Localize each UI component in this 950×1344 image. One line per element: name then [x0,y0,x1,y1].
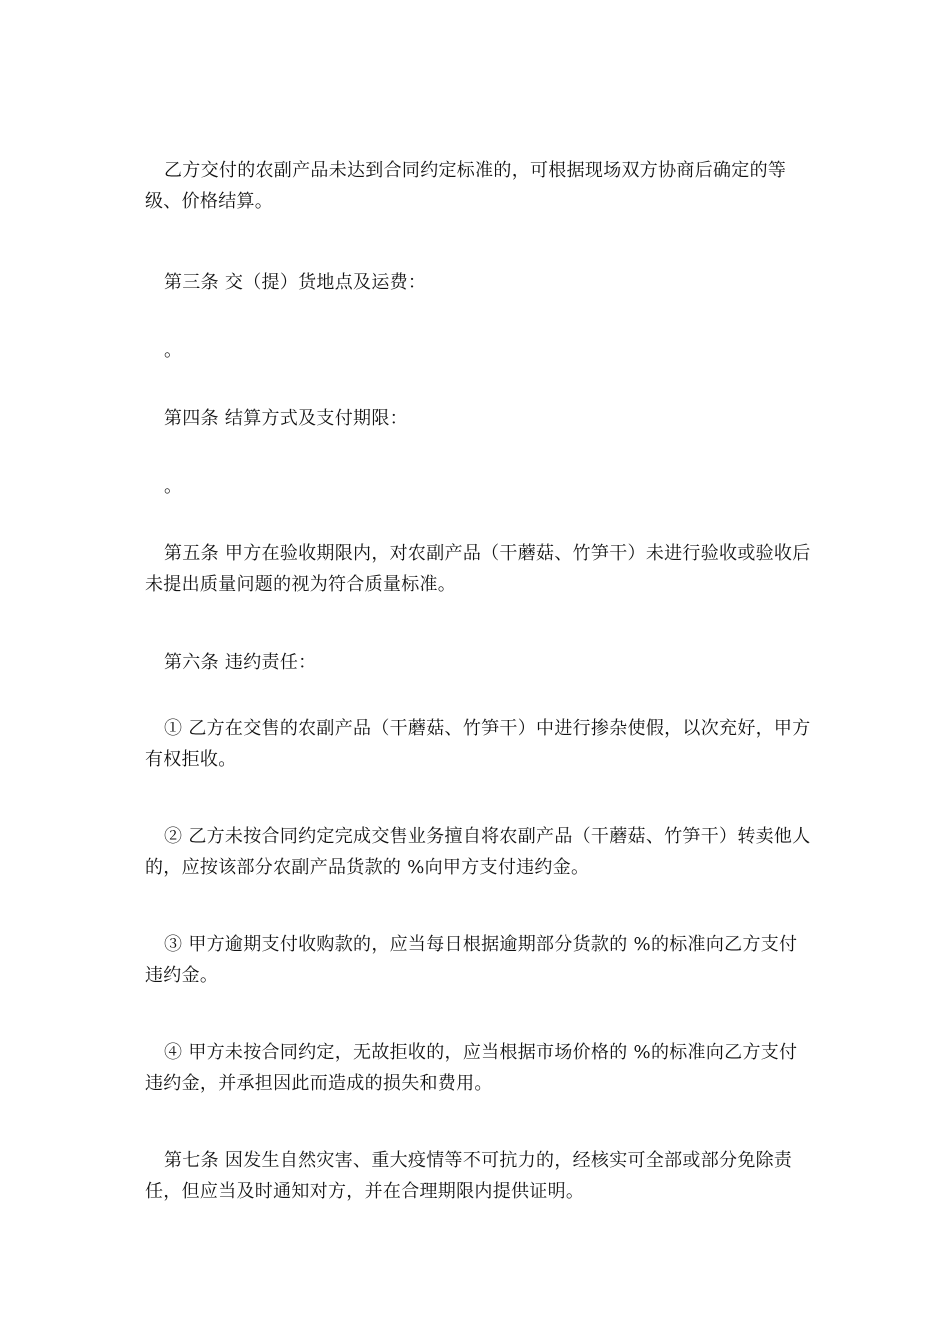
article-4-content: 。 [164,476,183,497]
article-4-heading: 第四条 结算方式及支付期限： [164,408,408,429]
article-7: 第七条 因发生自然灾害、重大疫情等不可抗力的，经核实可全部或部分免除责任，但应当及时通知对方，并在合理期限内提供证明。 [145,1150,793,1202]
paragraph-quality-settlement: 乙方交付的农副产品未达到合同约定标准的，可根据现场双方协商后确定的等级、价格结算。 [145,160,787,212]
article-3-content: 。 [164,340,183,361]
article-6-item-2: ② 乙方未按合同约定完成交售业务擅自将农副产品（干蘑菇、竹笋干）转卖他人的，应按该部分农副产品货款的 %向甲方支付违约金。 [145,826,811,878]
article-6-item-3: ③ 甲方逾期支付收购款的，应当每日根据逾期部分货款的 %的标准向乙方支付违约金。 [145,934,798,986]
article-6-item-1: ① 乙方在交售的农副产品（干蘑菇、竹笋干）中进行掺杂使假，以次充好，甲方有权拒收。 [145,718,811,770]
article-6-heading: 第六条 违约责任： [164,652,317,673]
article-6-item-4: ④ 甲方未按合同约定，无故拒收的，应当根据市场价格的 %的标准向乙方支付违约金，并承担因此而造成的损失和费用。 [145,1042,798,1094]
article-5: 第五条 甲方在验收期限内，对农副产品（干蘑菇、竹笋干）未进行验收或验收后未提出质量问题的视为符合质量标准。 [145,543,811,595]
article-3-heading: 第三条 交（提）货地点及运费： [164,272,427,293]
